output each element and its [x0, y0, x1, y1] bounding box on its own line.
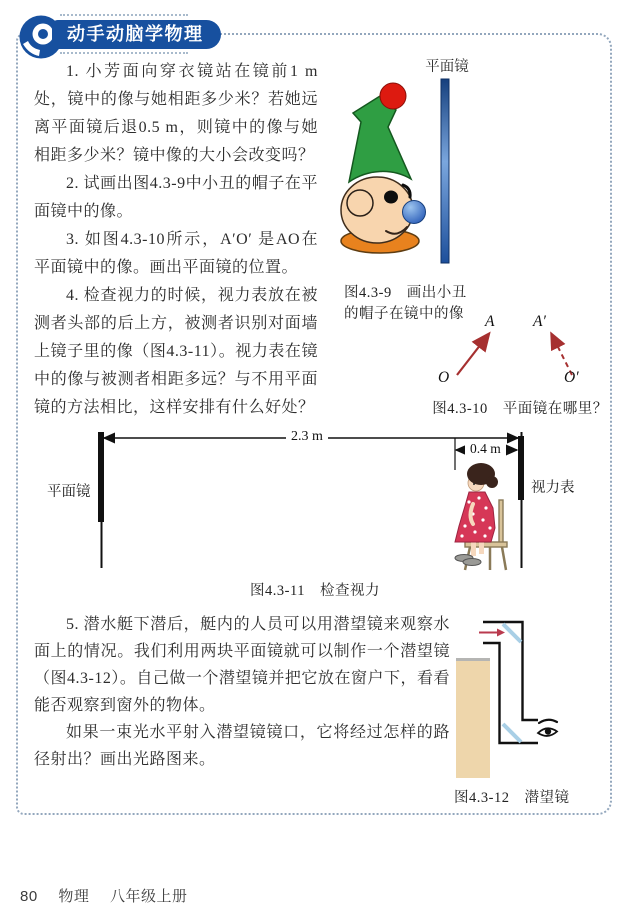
plane-mirror-bar: [98, 432, 104, 522]
caption-line-1: 图4.3-9 画出小丑: [344, 285, 467, 301]
problem-2: 2. 试画出图4.3-9中小丑的帽子在平面镜中的像。: [34, 175, 318, 220]
woman-on-chair-illustration: [455, 463, 507, 570]
window-sill: [456, 658, 490, 778]
page-number: 80: [20, 888, 38, 905]
problem-5-followup: 如果一束光水平射入潜望镜镜口，它将经过怎样的路径射出？画出光路图来。: [34, 724, 450, 768]
point-label-A-prime: A′: [533, 313, 546, 330]
header-dotted-line-top: [60, 14, 188, 16]
clown-nose: [403, 201, 426, 224]
point-label-O-prime: O′: [564, 369, 579, 386]
eye-chart-label: 视力表: [531, 480, 575, 496]
caption-line-2: 的帽子在镜中的像: [344, 306, 464, 322]
footer-subject: 物理: [58, 888, 90, 905]
section-title-badge: [52, 20, 221, 49]
hat-pompom: [380, 83, 406, 109]
plane-mirror-label: 平面镜: [425, 59, 469, 75]
periscope-mirrors: [503, 624, 521, 742]
figure-caption: 图4.3-10 平面镜在哪里？: [432, 401, 608, 417]
page-footer: [20, 885, 204, 906]
dimension-offset-label: 0.4 m: [465, 441, 506, 457]
footer-book-title: 八年级上册: [110, 888, 188, 905]
figure-caption: 图4.3-11 检查视力: [250, 583, 380, 599]
plane-mirror-label: 平面镜: [47, 484, 91, 500]
problem-4: 4. 检查视力的时候，视力表放在被测者头部的后上方，被测者识别对面墙上镜子里的像（图4.3-11）。视力表在镜中的像与被测者相距多远？与不用平面镜的方法相比，这样安排有什么好处？: [34, 287, 318, 416]
mirror-bar: [441, 79, 449, 263]
figure-4-3-11: [45, 428, 585, 602]
clown-and-mirror-illustration: [330, 73, 602, 283]
object-arrow: [457, 335, 488, 375]
object-image-arrows-diagram: [430, 313, 610, 393]
point-label-A: A: [485, 313, 495, 330]
header-dotted-line-bottom: [60, 52, 188, 54]
problem-1: 1. 小芳面向穿衣镜站在镜前1 m处，镜中的像与她相距多少米？若她远离平面镜后退0.5 m，则镜中的像与她相距多少米？镜中像的大小会改变吗？: [34, 63, 318, 164]
clown-hat: [349, 96, 411, 182]
eye-chart-bar: [518, 436, 524, 500]
problems-column: [34, 58, 318, 422]
periscope-tube: [483, 622, 538, 743]
periscope-diagram: [450, 612, 602, 782]
figure-4-3-9: [330, 55, 602, 323]
point-label-O: O: [438, 369, 450, 386]
light-ray-arrow: [479, 629, 505, 637]
section-title: 动手动脑学物理: [67, 24, 204, 44]
figure-caption: 图4.3-12 潜望镜: [454, 790, 570, 806]
figure-4-3-10: [430, 313, 610, 418]
eye-icon: [538, 720, 557, 736]
figure-4-3-12: [450, 612, 602, 808]
problem-3: 3. 如图4.3-10所示，A′O′ 是AO在平面镜中的像。画出平面镜的位置。: [34, 231, 318, 276]
dimension-total-label: 2.3 m: [286, 429, 328, 445]
clown-illustration: [341, 83, 426, 253]
problem-5-column: [34, 611, 450, 773]
problem-5: 5. 潜水艇下潜后，艇内的人员可以用潜望镜来观察水面上的情况。我们利用两块平面镜就可以制作一个潜望镜（图4.3-12）。自己做一个潜望镜并把它放在窗户下，看看能否观察到窗外的物体。: [34, 616, 450, 714]
